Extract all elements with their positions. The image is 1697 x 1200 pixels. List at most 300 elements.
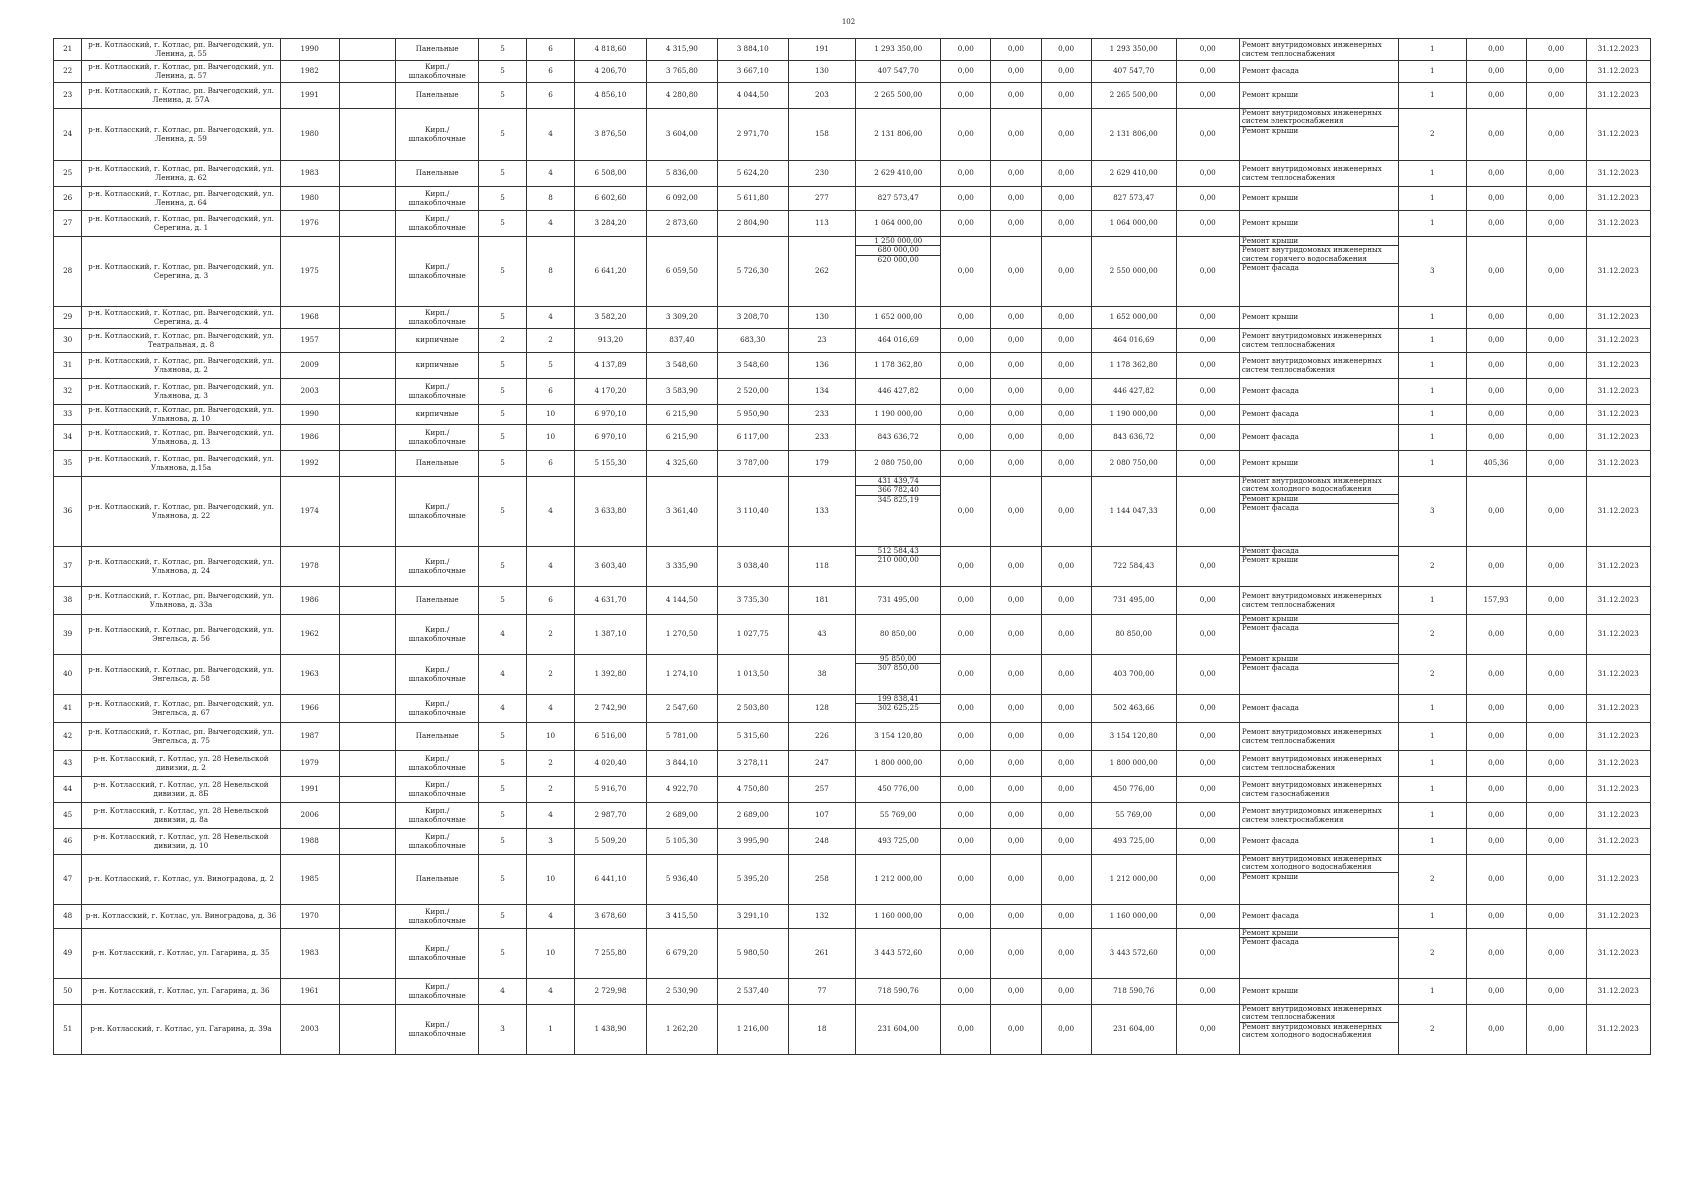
empty-cell (339, 547, 396, 587)
unit-cost-cell: 0,00 (1466, 803, 1526, 829)
premises-area-cell: 5 836,00 (646, 161, 717, 187)
total-cost-cell: 55 769,00 (1091, 803, 1176, 829)
total-area-cell: 4 020,40 (575, 751, 647, 777)
work-type-cell (1239, 1005, 1398, 1055)
zero-cell: 0,00 (941, 211, 991, 237)
work-type-cell: Ремонт фасада (1239, 61, 1398, 83)
unit-cost-limit-cell: 0,00 (1526, 477, 1586, 547)
total-cost-cell: 450 776,00 (1091, 777, 1176, 803)
total-cost-cell: 502 463,66 (1091, 695, 1176, 723)
row-number: 48 (54, 905, 82, 929)
zero-cell: 0,00 (941, 405, 991, 425)
zero-cell: 0,00 (991, 425, 1041, 451)
residents-cell: 191 (788, 39, 856, 61)
work-type-cell: Ремонт внутридомовых инженерных систем теплоснабжения (1239, 587, 1398, 615)
unit-cost-cell: 157,93 (1466, 587, 1526, 615)
deadline-cell: 31.12.2023 (1586, 777, 1651, 803)
entrances-cell: 4 (527, 905, 575, 929)
zero-cell: 0,00 (941, 855, 991, 905)
work-count-cell: 2 (1399, 109, 1467, 161)
table-row (54, 547, 1651, 587)
zero-cell: 0,00 (1176, 109, 1239, 161)
table-row (54, 353, 1651, 379)
work-type-cell: Ремонт крыши (1239, 211, 1398, 237)
wall-material-cell: Кирп./ шлакоблочные (396, 237, 479, 307)
cost-cell: 450 776,00 (856, 777, 941, 803)
row-number: 49 (54, 929, 82, 979)
zero-cell: 0,00 (941, 905, 991, 929)
zero-cell: 0,00 (991, 451, 1041, 477)
unit-cost-cell: 0,00 (1466, 83, 1526, 109)
cost-cell: 464 016,69 (856, 329, 941, 353)
work-type-cell-item: Ремонт крыши (1241, 928, 1299, 937)
total-area-cell: 6 516,00 (575, 723, 647, 751)
floors-cell: 4 (479, 655, 527, 695)
work-type-cell: Ремонт фасада (1239, 905, 1398, 929)
entrances-cell: 4 (527, 477, 575, 547)
table-row (54, 777, 1651, 803)
residential-area-cell: 683,30 (717, 329, 788, 353)
cost-cell (856, 237, 941, 307)
work-type-cell-item: Ремонт внутридомовых инженерных систем холодного водоснабжения (1241, 854, 1382, 872)
zero-cell: 0,00 (1041, 405, 1091, 425)
total-area-cell: 5 155,30 (575, 451, 647, 477)
residents-cell: 258 (788, 855, 856, 905)
wall-material-cell: Кирп./ шлакоблочные (396, 777, 479, 803)
empty-cell (339, 353, 396, 379)
zero-cell: 0,00 (1176, 477, 1239, 547)
year-cell: 2006 (280, 803, 339, 829)
cost-cell-item: 302 625,25 (856, 703, 940, 712)
total-area-cell: 6 441,10 (575, 855, 647, 905)
deadline-cell: 31.12.2023 (1586, 237, 1651, 307)
zero-cell: 0,00 (1041, 39, 1091, 61)
cost-cell: 407 547,70 (856, 61, 941, 83)
residents-cell: 107 (788, 803, 856, 829)
zero-cell: 0,00 (991, 187, 1041, 211)
deadline-cell: 31.12.2023 (1586, 655, 1651, 695)
residential-area-cell: 4 044,50 (717, 83, 788, 109)
wall-material-cell: кирпичные (396, 329, 479, 353)
cost-cell: 2 629 410,00 (856, 161, 941, 187)
premises-area-cell: 4 325,60 (646, 451, 717, 477)
residents-cell: 18 (788, 1005, 856, 1055)
zero-cell: 0,00 (991, 39, 1041, 61)
work-type-cell (1239, 929, 1398, 979)
zero-cell: 0,00 (1176, 803, 1239, 829)
cost-cell: 2 080 750,00 (856, 451, 941, 477)
cost-cell: 1 160 000,00 (856, 905, 941, 929)
zero-cell: 0,00 (1176, 829, 1239, 855)
total-area-cell: 4 818,60 (575, 39, 647, 61)
zero-cell: 0,00 (1041, 829, 1091, 855)
floors-cell: 5 (479, 83, 527, 109)
deadline-cell: 31.12.2023 (1586, 803, 1651, 829)
cost-cell: 2 131 806,00 (856, 109, 941, 161)
wall-material-cell: Кирп./ шлакоблочные (396, 803, 479, 829)
unit-cost-limit-cell: 0,00 (1526, 979, 1586, 1005)
cost-cell-item: 210 000,00 (856, 555, 940, 564)
premises-area-cell: 6 059,50 (646, 237, 717, 307)
work-count-cell: 2 (1399, 1005, 1467, 1055)
residential-area-cell: 3 995,90 (717, 829, 788, 855)
deadline-cell: 31.12.2023 (1586, 353, 1651, 379)
wall-material-cell: Кирп./ шлакоблочные (396, 905, 479, 929)
work-type-cell (1239, 655, 1398, 695)
zero-cell: 0,00 (1041, 979, 1091, 1005)
unit-cost-cell: 0,00 (1466, 211, 1526, 237)
cost-cell: 731 495,00 (856, 587, 941, 615)
wall-material-cell: Кирп./ шлакоблочные (396, 187, 479, 211)
row-number: 42 (54, 723, 82, 751)
capital-repair-table (53, 38, 1651, 1055)
total-cost-cell: 1 652 000,00 (1091, 307, 1176, 329)
work-type-cell (1239, 547, 1398, 587)
floors-cell: 5 (479, 425, 527, 451)
work-type-cell: Ремонт внутридомовых инженерных систем теплоснабжения (1239, 39, 1398, 61)
total-cost-cell: 403 700,00 (1091, 655, 1176, 695)
premises-area-cell: 3 335,90 (646, 547, 717, 587)
row-number: 34 (54, 425, 82, 451)
cost-cell-item: 95 850,00 (879, 654, 917, 663)
unit-cost-cell: 0,00 (1466, 379, 1526, 405)
year-cell: 1991 (280, 83, 339, 109)
residents-cell: 130 (788, 307, 856, 329)
total-cost-cell: 407 547,70 (1091, 61, 1176, 83)
zero-cell: 0,00 (1041, 451, 1091, 477)
total-area-cell: 3 603,40 (575, 547, 647, 587)
floors-cell: 5 (479, 353, 527, 379)
cost-cell: 3 154 120,80 (856, 723, 941, 751)
year-cell: 1963 (280, 655, 339, 695)
entrances-cell: 1 (527, 1005, 575, 1055)
total-cost-cell: 1 293 350,00 (1091, 39, 1176, 61)
work-type-cell-item: Ремонт фасада (1240, 937, 1398, 946)
unit-cost-limit-cell: 0,00 (1526, 829, 1586, 855)
cost-cell-item: 307 850,00 (856, 663, 940, 672)
total-cost-cell: 1 064 000,00 (1091, 211, 1176, 237)
year-cell: 1974 (280, 477, 339, 547)
wall-material-cell: Кирп./ шлакоблочные (396, 211, 479, 237)
entrances-cell: 4 (527, 109, 575, 161)
zero-cell: 0,00 (1041, 905, 1091, 929)
wall-material-cell: Кирп./ шлакоблочные (396, 379, 479, 405)
table-row (54, 61, 1651, 83)
zero-cell: 0,00 (991, 61, 1041, 83)
table-row (54, 451, 1651, 477)
deadline-cell: 31.12.2023 (1586, 109, 1651, 161)
deadline-cell: 31.12.2023 (1586, 615, 1651, 655)
floors-cell: 3 (479, 1005, 527, 1055)
unit-cost-cell: 0,00 (1466, 109, 1526, 161)
deadline-cell: 31.12.2023 (1586, 187, 1651, 211)
zero-cell: 0,00 (1041, 307, 1091, 329)
work-type-cell (1239, 477, 1398, 547)
empty-cell (339, 109, 396, 161)
entrances-cell: 2 (527, 751, 575, 777)
work-type-cell: Ремонт внутридомовых инженерных систем теплоснабжения (1239, 329, 1398, 353)
table-row (54, 39, 1651, 61)
total-area-cell: 4 856,10 (575, 83, 647, 109)
unit-cost-limit-cell: 0,00 (1526, 615, 1586, 655)
entrances-cell: 10 (527, 405, 575, 425)
zero-cell: 0,00 (1176, 655, 1239, 695)
unit-cost-limit-cell: 0,00 (1526, 751, 1586, 777)
residential-area-cell: 1 216,00 (717, 1005, 788, 1055)
floors-cell: 5 (479, 405, 527, 425)
year-cell: 1961 (280, 979, 339, 1005)
wall-material-cell: Кирп./ шлакоблочные (396, 425, 479, 451)
empty-cell (339, 1005, 396, 1055)
row-number: 32 (54, 379, 82, 405)
year-cell: 1976 (280, 211, 339, 237)
zero-cell: 0,00 (941, 751, 991, 777)
empty-cell (339, 379, 396, 405)
cost-cell-item: 431 439,74 (877, 476, 919, 485)
table-row (54, 855, 1651, 905)
deadline-cell: 31.12.2023 (1586, 379, 1651, 405)
residents-cell: 23 (788, 329, 856, 353)
work-count-cell: 1 (1399, 329, 1467, 353)
deadline-cell: 31.12.2023 (1586, 751, 1651, 777)
residents-cell: 43 (788, 615, 856, 655)
unit-cost-limit-cell: 0,00 (1526, 83, 1586, 109)
entrances-cell: 4 (527, 547, 575, 587)
year-cell: 1986 (280, 425, 339, 451)
empty-cell (339, 83, 396, 109)
zero-cell: 0,00 (991, 829, 1041, 855)
residential-area-cell: 5 611,80 (717, 187, 788, 211)
zero-cell: 0,00 (1176, 405, 1239, 425)
premises-area-cell: 2 530,90 (646, 979, 717, 1005)
wall-material-cell: Панельные (396, 723, 479, 751)
work-type-cell-item: Ремонт внутридомовых инженерных систем холодного водоснабжения (1240, 1022, 1398, 1040)
residential-area-cell: 5 624,20 (717, 161, 788, 187)
cost-cell: 80 850,00 (856, 615, 941, 655)
table-row (54, 329, 1651, 353)
cost-cell: 3 443 572,60 (856, 929, 941, 979)
floors-cell: 5 (479, 751, 527, 777)
zero-cell: 0,00 (991, 751, 1041, 777)
table-row (54, 905, 1651, 929)
zero-cell: 0,00 (941, 723, 991, 751)
wall-material-cell: Панельные (396, 587, 479, 615)
table-row (54, 237, 1651, 307)
zero-cell: 0,00 (991, 307, 1041, 329)
unit-cost-limit-cell: 0,00 (1526, 329, 1586, 353)
floors-cell: 5 (479, 379, 527, 405)
zero-cell: 0,00 (1176, 451, 1239, 477)
total-cost-cell: 1 800 000,00 (1091, 751, 1176, 777)
premises-area-cell: 2 873,60 (646, 211, 717, 237)
total-cost-cell: 2 265 500,00 (1091, 83, 1176, 109)
work-type-cell-item: Ремонт фасада (1240, 623, 1398, 632)
zero-cell: 0,00 (941, 477, 991, 547)
address-cell: р-н. Котласский, г. Котлас, рп. Вычегодский, ул. Ульянова, д. 3 (82, 379, 280, 405)
work-count-cell: 1 (1399, 587, 1467, 615)
work-count-cell: 1 (1399, 83, 1467, 109)
zero-cell: 0,00 (1041, 1005, 1091, 1055)
zero-cell: 0,00 (1041, 187, 1091, 211)
zero-cell: 0,00 (1041, 379, 1091, 405)
work-type-cell-item: Ремонт крыши (1241, 614, 1299, 623)
unit-cost-cell: 405,36 (1466, 451, 1526, 477)
address-cell: р-н. Котласский, г. Котлас, ул. 28 Невельской дивизии, д. 10 (82, 829, 280, 855)
deadline-cell: 31.12.2023 (1586, 425, 1651, 451)
zero-cell: 0,00 (941, 615, 991, 655)
table-row (54, 379, 1651, 405)
zero-cell: 0,00 (1176, 61, 1239, 83)
address-cell: р-н. Котласский, г. Котлас, ул. Гагарина, д. 35 (82, 929, 280, 979)
work-count-cell: 1 (1399, 751, 1467, 777)
zero-cell: 0,00 (991, 615, 1041, 655)
cost-cell-item: 512 584,43 (877, 546, 919, 555)
address-cell: р-н. Котласский, г. Котлас, ул. 28 Невельской дивизии, д. 2 (82, 751, 280, 777)
cost-cell: 1 064 000,00 (856, 211, 941, 237)
zero-cell: 0,00 (1176, 723, 1239, 751)
empty-cell (339, 425, 396, 451)
residential-area-cell: 5 726,30 (717, 237, 788, 307)
residential-area-cell: 3 787,00 (717, 451, 788, 477)
row-number: 39 (54, 615, 82, 655)
work-count-cell: 3 (1399, 477, 1467, 547)
total-cost-cell: 231 604,00 (1091, 1005, 1176, 1055)
wall-material-cell: Кирп./ шлакоблочные (396, 695, 479, 723)
empty-cell (339, 855, 396, 905)
cost-cell-item: 345 825,19 (856, 495, 940, 504)
work-count-cell: 3 (1399, 237, 1467, 307)
page-number: 102 (841, 18, 856, 26)
total-area-cell: 3 633,80 (575, 477, 647, 547)
residents-cell: 203 (788, 83, 856, 109)
wall-material-cell: Кирп./ шлакоблочные (396, 615, 479, 655)
zero-cell: 0,00 (941, 425, 991, 451)
work-type-cell-item: Ремонт фасада (1241, 546, 1299, 555)
zero-cell: 0,00 (991, 547, 1041, 587)
residents-cell: 118 (788, 547, 856, 587)
unit-cost-cell: 0,00 (1466, 615, 1526, 655)
row-number: 44 (54, 777, 82, 803)
total-cost-cell: 2 629 410,00 (1091, 161, 1176, 187)
wall-material-cell: Панельные (396, 161, 479, 187)
entrances-cell: 10 (527, 929, 575, 979)
row-number: 51 (54, 1005, 82, 1055)
row-number: 45 (54, 803, 82, 829)
cost-cell: 718 590,76 (856, 979, 941, 1005)
unit-cost-limit-cell: 0,00 (1526, 695, 1586, 723)
empty-cell (339, 615, 396, 655)
residential-area-cell: 5 950,90 (717, 405, 788, 425)
unit-cost-cell: 0,00 (1466, 353, 1526, 379)
premises-area-cell: 3 765,80 (646, 61, 717, 83)
deadline-cell: 31.12.2023 (1586, 855, 1651, 905)
floors-cell: 5 (479, 451, 527, 477)
residents-cell: 158 (788, 109, 856, 161)
unit-cost-limit-cell: 0,00 (1526, 855, 1586, 905)
floors-cell: 5 (479, 187, 527, 211)
wall-material-cell: Кирп./ шлакоблочные (396, 829, 479, 855)
zero-cell: 0,00 (941, 61, 991, 83)
unit-cost-cell: 0,00 (1466, 477, 1526, 547)
empty-cell (339, 829, 396, 855)
row-number: 35 (54, 451, 82, 477)
floors-cell: 5 (479, 39, 527, 61)
unit-cost-limit-cell: 0,00 (1526, 425, 1586, 451)
year-cell: 1970 (280, 905, 339, 929)
work-type-cell: Ремонт фасада (1239, 425, 1398, 451)
residents-cell: 134 (788, 379, 856, 405)
zero-cell: 0,00 (1041, 655, 1091, 695)
address-cell: р-н. Котласский, г. Котлас, рп. Вычегодский, ул. Ульянова, д. 33а (82, 587, 280, 615)
table-row (54, 109, 1651, 161)
address-cell: р-н. Котласский, г. Котлас, рп. Вычегодский, ул. Ульянова, д. 24 (82, 547, 280, 587)
work-count-cell: 1 (1399, 379, 1467, 405)
total-cost-cell: 446 427,82 (1091, 379, 1176, 405)
year-cell: 1978 (280, 547, 339, 587)
row-number: 23 (54, 83, 82, 109)
unit-cost-limit-cell: 0,00 (1526, 405, 1586, 425)
total-cost-cell: 493 725,00 (1091, 829, 1176, 855)
address-cell: р-н. Котласский, г. Котлас, рп. Вычегодский, ул. Ленина, д. 57А (82, 83, 280, 109)
zero-cell: 0,00 (941, 655, 991, 695)
zero-cell: 0,00 (1041, 615, 1091, 655)
cost-cell: 1 190 000,00 (856, 405, 941, 425)
year-cell: 1979 (280, 751, 339, 777)
unit-cost-limit-cell: 0,00 (1526, 451, 1586, 477)
floors-cell: 5 (479, 587, 527, 615)
total-area-cell: 3 284,20 (575, 211, 647, 237)
table-row (54, 751, 1651, 777)
table-row (54, 83, 1651, 109)
deadline-cell: 31.12.2023 (1586, 723, 1651, 751)
empty-cell (339, 39, 396, 61)
zero-cell: 0,00 (941, 39, 991, 61)
zero-cell: 0,00 (1176, 905, 1239, 929)
premises-area-cell: 6 679,20 (646, 929, 717, 979)
cost-cell: 1 178 362,80 (856, 353, 941, 379)
entrances-cell: 6 (527, 61, 575, 83)
unit-cost-limit-cell: 0,00 (1526, 803, 1586, 829)
premises-area-cell: 1 270,50 (646, 615, 717, 655)
deadline-cell: 31.12.2023 (1586, 451, 1651, 477)
zero-cell: 0,00 (941, 1005, 991, 1055)
zero-cell: 0,00 (1041, 723, 1091, 751)
work-type-cell: Ремонт крыши (1239, 979, 1398, 1005)
floors-cell: 5 (479, 905, 527, 929)
work-type-cell (1239, 615, 1398, 655)
premises-area-cell: 4 315,90 (646, 39, 717, 61)
floors-cell: 2 (479, 329, 527, 353)
year-cell: 1980 (280, 187, 339, 211)
deadline-cell: 31.12.2023 (1586, 39, 1651, 61)
total-cost-cell: 1 212 000,00 (1091, 855, 1176, 905)
zero-cell: 0,00 (1041, 477, 1091, 547)
residential-area-cell: 6 117,00 (717, 425, 788, 451)
row-number: 36 (54, 477, 82, 547)
premises-area-cell: 1 274,10 (646, 655, 717, 695)
zero-cell: 0,00 (1041, 211, 1091, 237)
empty-cell (339, 61, 396, 83)
residential-area-cell: 5 395,20 (717, 855, 788, 905)
unit-cost-limit-cell: 0,00 (1526, 547, 1586, 587)
unit-cost-limit-cell: 0,00 (1526, 1005, 1586, 1055)
year-cell: 1990 (280, 39, 339, 61)
deadline-cell: 31.12.2023 (1586, 211, 1651, 237)
residential-area-cell: 3 735,30 (717, 587, 788, 615)
cost-cell: 1 293 350,00 (856, 39, 941, 61)
work-type-cell: Ремонт фасада (1239, 379, 1398, 405)
total-area-cell: 3 678,60 (575, 905, 647, 929)
